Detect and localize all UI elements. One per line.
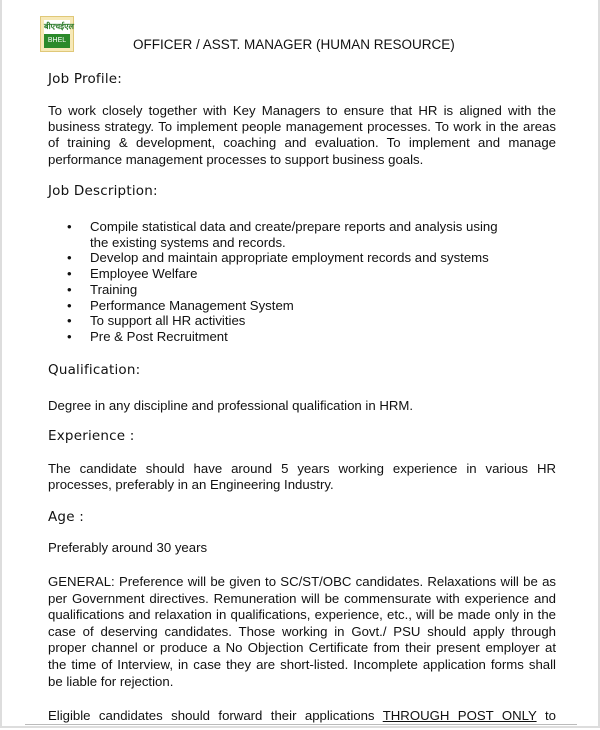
document-title: OFFICER / ASST. MANAGER (HUMAN RESOURCE)	[133, 37, 455, 52]
qualification-heading: Qualification:	[48, 362, 141, 378]
general-paragraph: GENERAL: Preference will be given to SC/ST/OBC candidates. Relaxations will be as per Government directives. Remuneration will be commensurate with experience and qualifications and relaxation in qualifications, experience, etc., will be made only in the case of deserving candidates. Those working in Govt./ PSU should apply through proper channel or produce a No Objection Certificate from their present employer at the time of Interview, in case they are short-listed. Incomplete application forms shall be liable for rejection.	[48, 574, 556, 689]
eligible-paragraph: Eligible candidates should forward their applications THROUGH POST ONLY to	[48, 708, 557, 723]
age-text: Preferably around 30 years	[48, 540, 208, 555]
job-description-heading: Job Description:	[48, 183, 158, 199]
job-profile-heading: Job Profile:	[48, 71, 123, 87]
list-item: • Employee Welfare	[90, 266, 518, 282]
page-bottom-rule	[25, 724, 577, 725]
job-profile-text: To work closely together with Key Managers to ensure that HR is aligned with the business strategy. To implement people management processes. To work in the areas of training & development, coaching and evaluation. To implement and manage performance management processes to support business goals.	[48, 103, 556, 167]
through-post-only-emphasis: THROUGH POST ONLY	[382, 708, 537, 723]
experience-text: The candidate should have around 5 years working experience in various HR processes, preferably in an Engineering Industry.	[48, 461, 556, 493]
list-item: • To support all HR activities	[90, 313, 518, 329]
company-logo: बीएचईएल BHEL	[40, 16, 74, 52]
list-item: • Develop and maintain appropriate employment records and systems	[90, 250, 518, 266]
list-item: • Performance Management System	[90, 298, 518, 314]
age-heading: Age :	[48, 509, 84, 525]
list-item: • Compile statistical data and create/prepare reports and analysis using the existing systems and records.	[90, 219, 518, 250]
experience-heading: Experience :	[48, 428, 135, 444]
job-description-list	[48, 219, 518, 345]
qualification-text: Degree in any discipline and professional qualification in HRM.	[48, 398, 414, 413]
list-item: • Training	[90, 282, 518, 298]
list-item: • Pre & Post Recruitment	[90, 329, 518, 345]
